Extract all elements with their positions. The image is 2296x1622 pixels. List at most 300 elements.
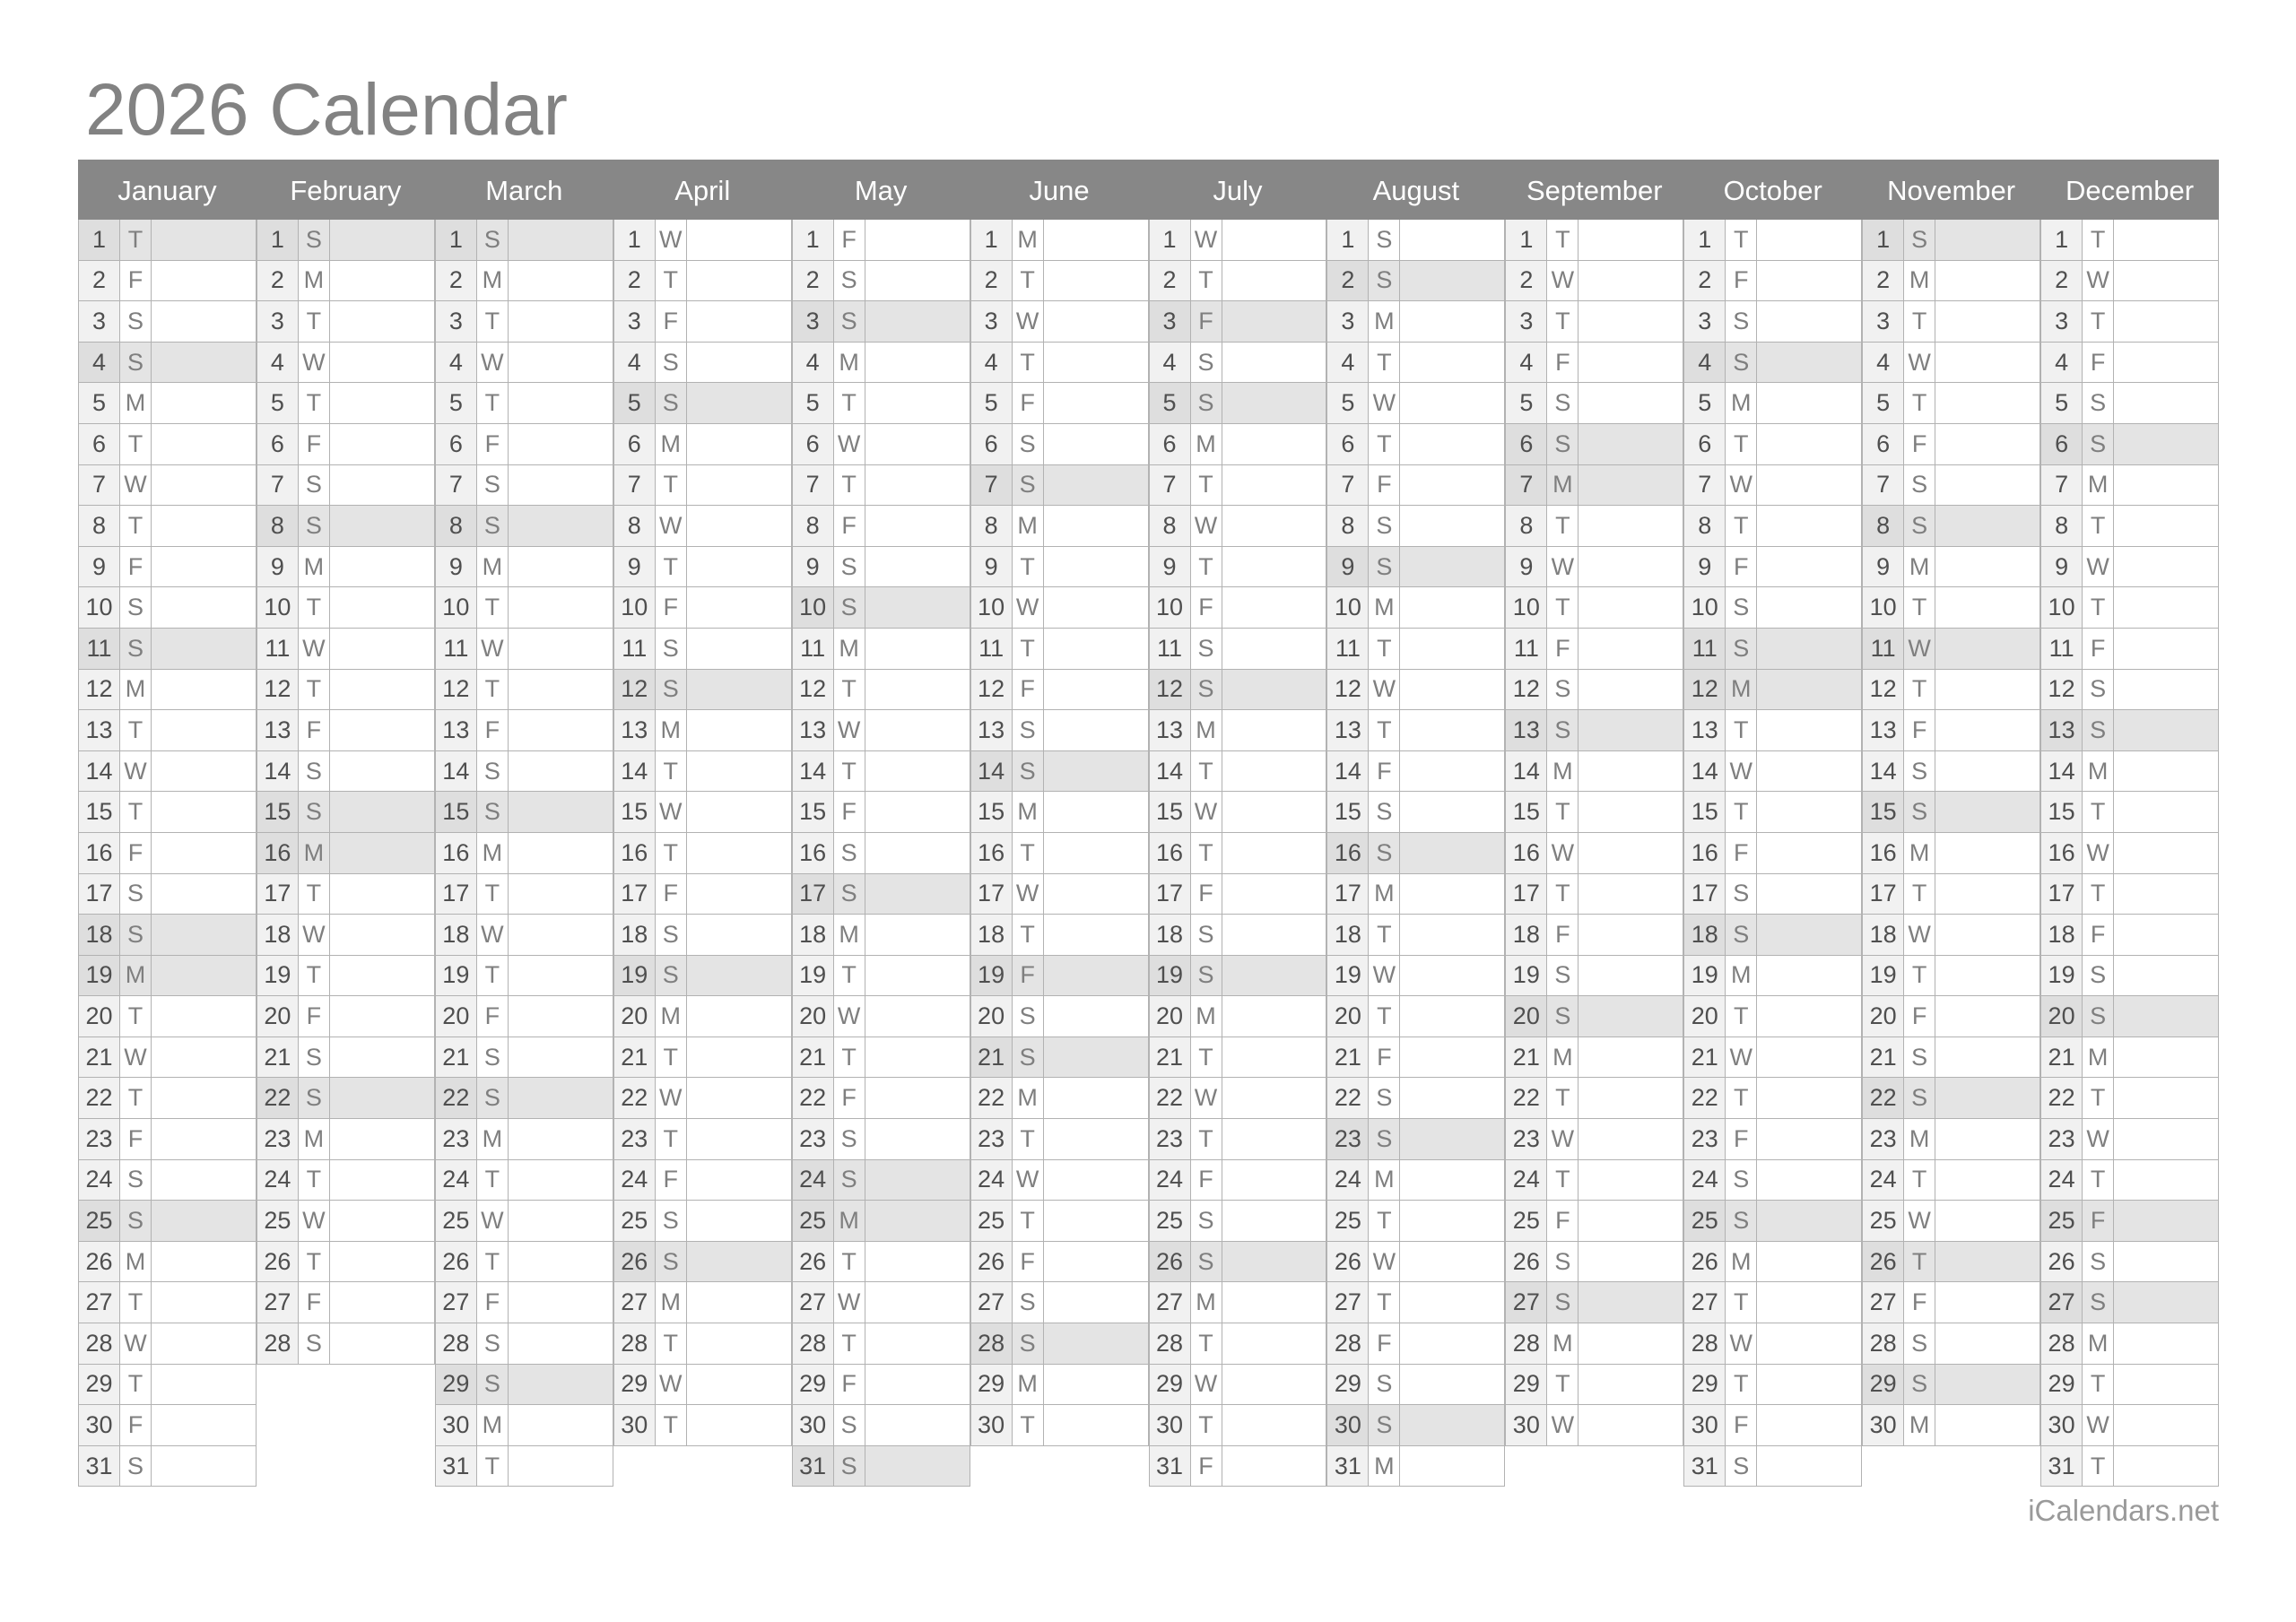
day-number: 10 bbox=[2040, 587, 2083, 629]
day-row bbox=[1149, 424, 1327, 465]
day-filler bbox=[1935, 424, 2040, 465]
day-letter: S bbox=[834, 833, 865, 874]
day-filler bbox=[1935, 1405, 2040, 1446]
day-letter: F bbox=[1904, 1282, 1935, 1323]
day-row bbox=[1149, 915, 1327, 956]
day-number: 9 bbox=[257, 547, 299, 588]
day-row bbox=[78, 1405, 257, 1446]
day-letter: W bbox=[834, 424, 865, 465]
day-filler bbox=[1400, 1037, 1505, 1079]
day-row bbox=[2040, 1242, 2219, 1283]
day-row bbox=[1505, 261, 1683, 302]
day-letter: T bbox=[1547, 792, 1578, 833]
day-row bbox=[2040, 792, 2219, 833]
day-number: 9 bbox=[78, 547, 120, 588]
month-column bbox=[78, 220, 257, 1487]
day-number: 27 bbox=[613, 1282, 656, 1323]
day-number: 12 bbox=[435, 670, 477, 711]
day-row bbox=[257, 587, 435, 629]
day-filler bbox=[1757, 833, 1862, 874]
day-filler bbox=[1400, 547, 1505, 588]
day-filler bbox=[509, 1365, 613, 1406]
day-filler bbox=[1044, 751, 1149, 793]
day-number: 1 bbox=[970, 220, 1013, 261]
day-number: 21 bbox=[257, 1037, 299, 1079]
day-filler bbox=[865, 506, 970, 547]
day-letter: T bbox=[1191, 1119, 1222, 1160]
month-column bbox=[970, 220, 1149, 1446]
day-filler bbox=[1222, 833, 1327, 874]
day-letter: S bbox=[1013, 1323, 1044, 1365]
day-row bbox=[1326, 1323, 1505, 1365]
day-number: 27 bbox=[970, 1282, 1013, 1323]
day-number: 24 bbox=[970, 1160, 1013, 1201]
day-letter: T bbox=[1726, 996, 1757, 1037]
day-number: 29 bbox=[1683, 1365, 1726, 1406]
day-number: 26 bbox=[78, 1242, 120, 1283]
day-number: 16 bbox=[257, 833, 299, 874]
day-filler bbox=[1400, 956, 1505, 997]
day-row bbox=[257, 1242, 435, 1283]
day-row bbox=[1683, 1078, 1862, 1119]
day-filler bbox=[1044, 383, 1149, 424]
day-row bbox=[1683, 1119, 1862, 1160]
day-row bbox=[257, 1282, 435, 1323]
day-letter: T bbox=[1904, 587, 1935, 629]
day-filler bbox=[509, 874, 613, 915]
day-filler bbox=[687, 1405, 792, 1446]
day-letter: T bbox=[1369, 629, 1400, 670]
day-letter: F bbox=[477, 424, 509, 465]
day-letter: S bbox=[120, 915, 152, 956]
day-letter: W bbox=[299, 343, 330, 384]
day-row bbox=[970, 343, 1149, 384]
day-letter: T bbox=[2083, 301, 2114, 343]
day-row bbox=[1326, 874, 1505, 915]
day-filler bbox=[865, 915, 970, 956]
day-filler bbox=[687, 1282, 792, 1323]
day-filler bbox=[1757, 1365, 1862, 1406]
day-letter: M bbox=[2083, 465, 2114, 507]
day-number: 12 bbox=[970, 670, 1013, 711]
day-filler bbox=[152, 1242, 257, 1283]
day-letter: T bbox=[299, 670, 330, 711]
day-number: 9 bbox=[1505, 547, 1547, 588]
month-header: April bbox=[674, 175, 731, 206]
day-number: 25 bbox=[78, 1201, 120, 1242]
day-row bbox=[970, 670, 1149, 711]
day-number: 23 bbox=[792, 1119, 834, 1160]
day-letter: T bbox=[299, 383, 330, 424]
day-number: 15 bbox=[613, 792, 656, 833]
day-row bbox=[78, 833, 257, 874]
day-row bbox=[792, 751, 970, 793]
day-letter: S bbox=[656, 343, 687, 384]
day-row bbox=[257, 833, 435, 874]
day-row bbox=[257, 792, 435, 833]
day-number: 11 bbox=[970, 629, 1013, 670]
day-letter: T bbox=[1191, 465, 1222, 507]
day-filler bbox=[1222, 383, 1327, 424]
day-number: 7 bbox=[435, 465, 477, 507]
day-letter: T bbox=[1013, 343, 1044, 384]
day-number: 26 bbox=[2040, 1242, 2083, 1283]
day-letter: T bbox=[834, 1323, 865, 1365]
day-row bbox=[435, 383, 613, 424]
day-filler bbox=[330, 751, 435, 793]
day-filler bbox=[1757, 1201, 1862, 1242]
day-filler bbox=[152, 547, 257, 588]
day-filler bbox=[1578, 629, 1683, 670]
day-number: 15 bbox=[435, 792, 477, 833]
day-number: 15 bbox=[257, 792, 299, 833]
day-number: 3 bbox=[2040, 301, 2083, 343]
day-row bbox=[1149, 383, 1327, 424]
day-row bbox=[613, 547, 792, 588]
day-number: 24 bbox=[1862, 1160, 1904, 1201]
day-number: 24 bbox=[1149, 1160, 1191, 1201]
day-letter: S bbox=[1904, 1078, 1935, 1119]
day-number: 4 bbox=[2040, 343, 2083, 384]
day-letter: T bbox=[1191, 1037, 1222, 1079]
day-letter: F bbox=[1369, 465, 1400, 507]
day-letter: T bbox=[656, 465, 687, 507]
day-row bbox=[1505, 1323, 1683, 1365]
day-filler bbox=[1400, 1201, 1505, 1242]
day-number: 4 bbox=[1862, 343, 1904, 384]
day-row bbox=[613, 1078, 792, 1119]
day-number: 10 bbox=[1326, 587, 1369, 629]
month-header: December bbox=[2066, 175, 2195, 206]
day-number: 28 bbox=[1505, 1323, 1547, 1365]
day-filler bbox=[1935, 301, 2040, 343]
day-letter: S bbox=[834, 1160, 865, 1201]
day-filler bbox=[1578, 1201, 1683, 1242]
day-row bbox=[1862, 1242, 2040, 1283]
day-letter: T bbox=[1547, 220, 1578, 261]
month-header: October bbox=[1723, 175, 1822, 206]
day-filler bbox=[1578, 587, 1683, 629]
day-number: 19 bbox=[2040, 956, 2083, 997]
day-row bbox=[792, 1201, 970, 1242]
day-filler bbox=[2114, 1242, 2219, 1283]
day-letter: W bbox=[1904, 343, 1935, 384]
day-number: 31 bbox=[1149, 1446, 1191, 1488]
day-filler bbox=[687, 424, 792, 465]
day-letter: S bbox=[1013, 1037, 1044, 1079]
day-row bbox=[1505, 506, 1683, 547]
day-letter: S bbox=[299, 465, 330, 507]
day-filler bbox=[1222, 956, 1327, 997]
day-number: 8 bbox=[1149, 506, 1191, 547]
day-filler bbox=[509, 670, 613, 711]
day-filler bbox=[330, 587, 435, 629]
day-letter: T bbox=[656, 751, 687, 793]
day-number: 14 bbox=[1326, 751, 1369, 793]
day-letter: S bbox=[834, 1405, 865, 1446]
day-filler bbox=[1935, 792, 2040, 833]
day-number: 7 bbox=[970, 465, 1013, 507]
day-number: 28 bbox=[613, 1323, 656, 1365]
day-number: 4 bbox=[1683, 343, 1726, 384]
day-filler bbox=[152, 996, 257, 1037]
day-number: 1 bbox=[1326, 220, 1369, 261]
day-number: 19 bbox=[1683, 956, 1726, 997]
day-number: 17 bbox=[613, 874, 656, 915]
day-letter: T bbox=[1013, 1405, 1044, 1446]
day-filler bbox=[1400, 1323, 1505, 1365]
day-letter: T bbox=[1726, 1078, 1757, 1119]
month-header: July bbox=[1213, 175, 1263, 206]
icalendars-net-link[interactable]: iCalendars.net bbox=[2028, 1494, 2219, 1527]
day-row bbox=[613, 1242, 792, 1283]
day-filler bbox=[330, 1282, 435, 1323]
day-number: 31 bbox=[2040, 1446, 2083, 1488]
day-filler bbox=[1044, 1323, 1149, 1365]
day-letter: F bbox=[1191, 1160, 1222, 1201]
day-row bbox=[435, 301, 613, 343]
day-filler bbox=[509, 996, 613, 1037]
day-letter: M bbox=[1904, 261, 1935, 302]
day-row bbox=[1683, 915, 1862, 956]
day-letter: W bbox=[1904, 629, 1935, 670]
day-letter: T bbox=[2083, 874, 2114, 915]
day-row bbox=[792, 833, 970, 874]
day-number: 10 bbox=[257, 587, 299, 629]
day-filler bbox=[1222, 710, 1327, 751]
day-letter: S bbox=[1726, 1201, 1757, 1242]
page-title: 2026 Calendar bbox=[85, 69, 568, 151]
day-number: 22 bbox=[78, 1078, 120, 1119]
day-filler bbox=[2114, 1405, 2219, 1446]
day-number: 24 bbox=[1326, 1160, 1369, 1201]
day-letter: W bbox=[1013, 874, 1044, 915]
day-letter: W bbox=[2083, 1405, 2114, 1446]
day-number: 3 bbox=[78, 301, 120, 343]
day-letter: S bbox=[1369, 506, 1400, 547]
day-row bbox=[1326, 751, 1505, 793]
day-number: 29 bbox=[2040, 1365, 2083, 1406]
day-number: 18 bbox=[257, 915, 299, 956]
day-filler bbox=[509, 465, 613, 507]
day-row bbox=[1683, 1242, 1862, 1283]
day-letter: T bbox=[477, 1446, 509, 1488]
day-number: 11 bbox=[1326, 629, 1369, 670]
day-row bbox=[257, 915, 435, 956]
day-letter: S bbox=[834, 261, 865, 302]
day-number: 4 bbox=[1505, 343, 1547, 384]
day-number: 11 bbox=[613, 629, 656, 670]
day-filler bbox=[509, 792, 613, 833]
day-number: 8 bbox=[613, 506, 656, 547]
day-row bbox=[435, 833, 613, 874]
day-number: 12 bbox=[1862, 670, 1904, 711]
day-row bbox=[2040, 506, 2219, 547]
day-number: 30 bbox=[435, 1405, 477, 1446]
day-letter: T bbox=[1904, 956, 1935, 997]
day-number: 1 bbox=[1149, 220, 1191, 261]
day-letter: W bbox=[1191, 506, 1222, 547]
day-filler bbox=[865, 670, 970, 711]
day-filler bbox=[1757, 1282, 1862, 1323]
months-grid bbox=[78, 220, 2219, 1487]
day-filler bbox=[1044, 1119, 1149, 1160]
month-column bbox=[435, 220, 613, 1487]
day-letter: S bbox=[1191, 670, 1222, 711]
day-row bbox=[613, 915, 792, 956]
day-filler bbox=[509, 1323, 613, 1365]
day-filler bbox=[2114, 1119, 2219, 1160]
day-filler bbox=[330, 670, 435, 711]
day-row bbox=[1683, 1323, 1862, 1365]
day-filler bbox=[1222, 1242, 1327, 1283]
day-filler bbox=[1757, 1405, 1862, 1446]
day-number: 5 bbox=[613, 383, 656, 424]
day-row bbox=[78, 1201, 257, 1242]
day-filler bbox=[509, 833, 613, 874]
day-letter: F bbox=[1547, 915, 1578, 956]
day-filler bbox=[1400, 1160, 1505, 1201]
day-letter: T bbox=[1904, 383, 1935, 424]
day-filler bbox=[1222, 1160, 1327, 1201]
day-row bbox=[1505, 751, 1683, 793]
day-number: 7 bbox=[2040, 465, 2083, 507]
day-letter: M bbox=[1369, 1446, 1400, 1488]
day-filler bbox=[1578, 1282, 1683, 1323]
day-row bbox=[1862, 383, 2040, 424]
day-filler bbox=[1222, 915, 1327, 956]
day-number: 18 bbox=[2040, 915, 2083, 956]
day-letter: W bbox=[477, 1201, 509, 1242]
day-letter: S bbox=[1013, 996, 1044, 1037]
day-filler bbox=[1757, 1078, 1862, 1119]
day-number: 25 bbox=[613, 1201, 656, 1242]
day-letter: S bbox=[1904, 751, 1935, 793]
day-number: 16 bbox=[1326, 833, 1369, 874]
day-filler bbox=[1578, 383, 1683, 424]
day-letter: F bbox=[1191, 587, 1222, 629]
day-filler bbox=[509, 1446, 613, 1488]
day-filler bbox=[2114, 383, 2219, 424]
day-number: 12 bbox=[78, 670, 120, 711]
day-row bbox=[792, 547, 970, 588]
day-row bbox=[78, 629, 257, 670]
day-row bbox=[1505, 1078, 1683, 1119]
day-filler bbox=[1044, 343, 1149, 384]
day-filler bbox=[509, 1201, 613, 1242]
day-filler bbox=[2114, 1282, 2219, 1323]
day-number: 1 bbox=[1862, 220, 1904, 261]
day-number: 30 bbox=[1326, 1405, 1369, 1446]
day-number: 23 bbox=[613, 1119, 656, 1160]
day-letter: S bbox=[1726, 587, 1757, 629]
day-row bbox=[1683, 996, 1862, 1037]
day-letter: S bbox=[120, 874, 152, 915]
day-filler bbox=[1222, 506, 1327, 547]
day-letter: F bbox=[1547, 1201, 1578, 1242]
day-number: 13 bbox=[1326, 710, 1369, 751]
day-filler bbox=[330, 833, 435, 874]
day-letter: S bbox=[477, 792, 509, 833]
day-number: 24 bbox=[257, 1160, 299, 1201]
day-filler bbox=[1935, 547, 2040, 588]
day-letter: M bbox=[477, 261, 509, 302]
day-number: 18 bbox=[613, 915, 656, 956]
day-letter: T bbox=[656, 1119, 687, 1160]
day-filler bbox=[509, 220, 613, 261]
day-number: 22 bbox=[613, 1078, 656, 1119]
day-letter: F bbox=[1013, 383, 1044, 424]
day-row bbox=[613, 220, 792, 261]
day-letter: W bbox=[1369, 956, 1400, 997]
day-letter: T bbox=[2083, 1078, 2114, 1119]
day-filler bbox=[1400, 1446, 1505, 1488]
day-filler bbox=[2114, 1446, 2219, 1488]
day-filler bbox=[2114, 670, 2219, 711]
day-letter: T bbox=[834, 1242, 865, 1283]
day-number: 14 bbox=[1683, 751, 1726, 793]
day-row bbox=[2040, 1160, 2219, 1201]
day-letter: M bbox=[1726, 1242, 1757, 1283]
day-row bbox=[1149, 1160, 1327, 1201]
day-number: 19 bbox=[1862, 956, 1904, 997]
day-number: 28 bbox=[257, 1323, 299, 1365]
day-row bbox=[2040, 261, 2219, 302]
day-filler bbox=[152, 915, 257, 956]
day-row bbox=[1683, 710, 1862, 751]
day-number: 4 bbox=[1326, 343, 1369, 384]
day-filler bbox=[687, 343, 792, 384]
day-filler bbox=[1578, 424, 1683, 465]
day-letter: M bbox=[1369, 874, 1400, 915]
day-letter: S bbox=[299, 1037, 330, 1079]
day-filler bbox=[330, 1201, 435, 1242]
day-row bbox=[257, 670, 435, 711]
day-filler bbox=[2114, 1365, 2219, 1406]
day-row bbox=[257, 261, 435, 302]
day-number: 22 bbox=[792, 1078, 834, 1119]
day-letter: S bbox=[120, 1446, 152, 1488]
day-row bbox=[1505, 343, 1683, 384]
day-row bbox=[1505, 424, 1683, 465]
day-row bbox=[792, 710, 970, 751]
day-number: 9 bbox=[1326, 547, 1369, 588]
day-letter: S bbox=[2083, 670, 2114, 711]
day-number: 19 bbox=[78, 956, 120, 997]
day-number: 24 bbox=[792, 1160, 834, 1201]
day-letter: W bbox=[656, 220, 687, 261]
day-row bbox=[1505, 383, 1683, 424]
day-letter: S bbox=[1013, 1282, 1044, 1323]
day-filler bbox=[2114, 587, 2219, 629]
day-row bbox=[1862, 833, 2040, 874]
day-number: 13 bbox=[1862, 710, 1904, 751]
day-number: 27 bbox=[78, 1282, 120, 1323]
day-letter: S bbox=[656, 383, 687, 424]
day-row bbox=[1149, 220, 1327, 261]
day-number: 5 bbox=[1505, 383, 1547, 424]
day-letter: M bbox=[1726, 670, 1757, 711]
day-row bbox=[613, 1323, 792, 1365]
day-letter: S bbox=[834, 547, 865, 588]
day-filler bbox=[1935, 1119, 2040, 1160]
day-number: 6 bbox=[1326, 424, 1369, 465]
day-number: 13 bbox=[1683, 710, 1726, 751]
day-number: 3 bbox=[435, 301, 477, 343]
day-letter: M bbox=[120, 1242, 152, 1283]
day-number: 11 bbox=[435, 629, 477, 670]
day-row bbox=[257, 301, 435, 343]
